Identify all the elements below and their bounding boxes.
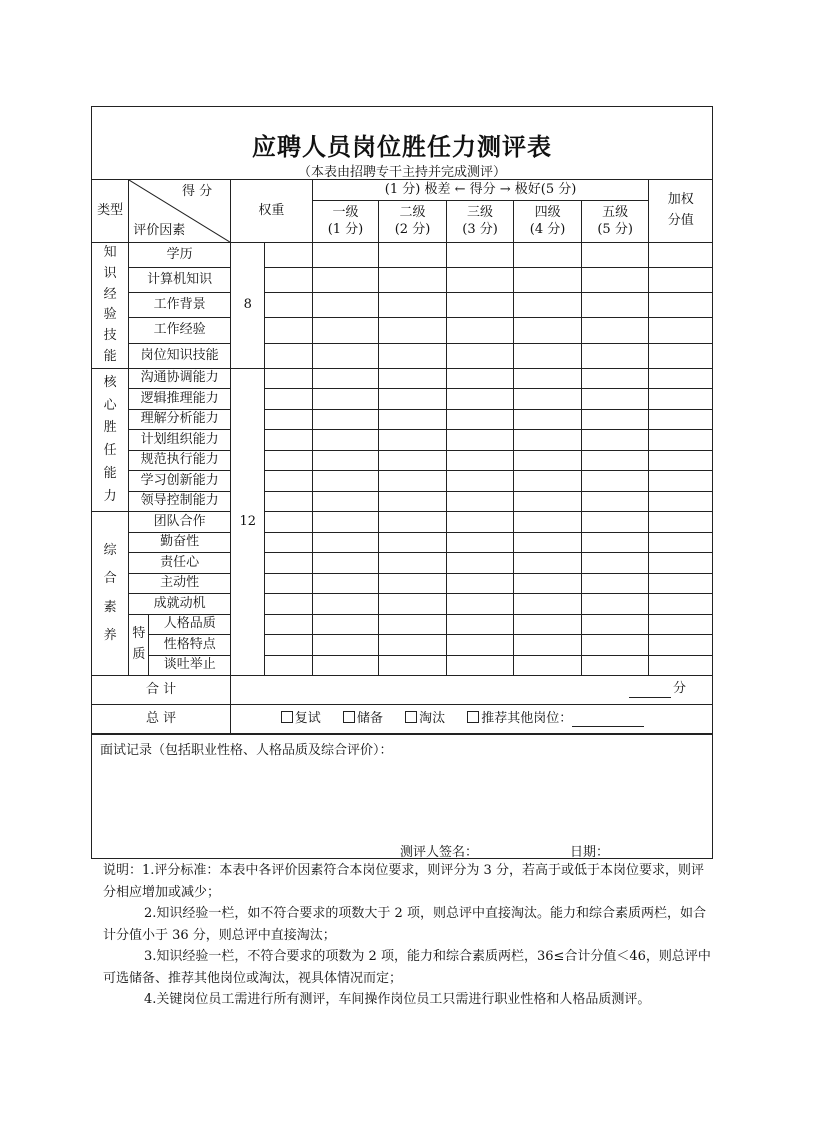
record-label: 面试记录（包括职业性格、人格品质及综合评价）： — [100, 743, 393, 758]
note-2: 2.知识经验一栏，如不符合要求的项数大于 2 项，则总评中直接淘汰。能力和综合素质两栏，如合计分值小于 36 分，则总评中直接淘汰； — [103, 906, 706, 943]
score-cell[interactable] — [379, 635, 447, 656]
checkbox[interactable] — [343, 711, 355, 723]
score-header: 得 分 — [181, 184, 213, 199]
score-cell[interactable] — [446, 614, 514, 635]
score-cell[interactable] — [312, 343, 379, 368]
score-cell[interactable] — [446, 594, 514, 615]
score-cell[interactable] — [581, 471, 649, 492]
score-cell[interactable] — [514, 532, 582, 553]
level-1-header: 一级 (1 分) — [312, 201, 379, 243]
checkbox[interactable] — [281, 711, 293, 723]
factor-label: 勤奋性 — [129, 532, 231, 553]
score-cell[interactable] — [379, 573, 447, 594]
score-cell[interactable] — [581, 491, 649, 512]
level-5-header: 五级 (5 分) — [581, 201, 649, 243]
score-cell[interactable] — [649, 293, 713, 318]
score-cell[interactable] — [446, 318, 514, 343]
interview-record[interactable] — [92, 734, 712, 858]
score-cell[interactable] — [265, 268, 312, 293]
factor-label: 沟通协调能力 — [129, 368, 231, 389]
score-cell[interactable] — [379, 594, 447, 615]
score-cell[interactable] — [446, 389, 514, 410]
score-cell[interactable] — [265, 532, 312, 553]
option-reject[interactable]: 淘汰 — [405, 711, 445, 726]
score-cell[interactable] — [265, 594, 312, 615]
score-cell[interactable] — [265, 243, 312, 268]
score-cell[interactable] — [446, 268, 514, 293]
score-cell[interactable] — [379, 368, 447, 389]
type-header: 类型 — [92, 180, 129, 243]
score-cell[interactable] — [581, 268, 649, 293]
note-1: 说明：1.评分标准：本表中各评价因素符合本岗位要求，则评分为 3 分，若高于或低于本岗位要求，则评分相应增加或减少； — [103, 863, 704, 900]
score-cell[interactable] — [581, 409, 649, 430]
score-cell[interactable] — [265, 553, 312, 574]
group-composite-label: 综合素养 — [92, 512, 129, 676]
checkbox[interactable] — [467, 711, 479, 723]
score-cell[interactable] — [446, 655, 514, 676]
score-cell[interactable] — [649, 655, 713, 676]
total-unit: 分 — [672, 681, 686, 697]
level-3-header: 三级 (3 分) — [446, 201, 514, 243]
score-cell[interactable] — [446, 430, 514, 451]
score-cell[interactable] — [265, 293, 312, 318]
evaluation-label: 总 评 — [92, 705, 231, 734]
factor-label: 学习创新能力 — [129, 471, 231, 492]
score-cell[interactable] — [514, 268, 582, 293]
score-cell[interactable] — [446, 635, 514, 656]
score-cell[interactable] — [265, 368, 312, 389]
score-cell[interactable] — [514, 389, 582, 410]
total-label: 合 计 — [92, 676, 231, 705]
signer-label: 测评人签名： — [400, 845, 479, 860]
score-cell[interactable] — [514, 343, 582, 368]
level-4-header: 四级 (4 分) — [514, 201, 582, 243]
score-cell[interactable] — [514, 512, 582, 533]
score-cell[interactable] — [312, 614, 379, 635]
score-cell[interactable] — [649, 318, 713, 343]
other-position-blank[interactable] — [572, 712, 644, 727]
group-knowledge-label: 知识经验技能 — [92, 243, 129, 369]
factor-header: 评价因素 — [133, 222, 186, 238]
score-cell[interactable] — [514, 471, 582, 492]
score-cell[interactable] — [446, 243, 514, 268]
total-score-blank[interactable] — [629, 685, 671, 698]
score-cell[interactable] — [649, 553, 713, 574]
score-cell[interactable] — [514, 450, 582, 471]
score-cell[interactable] — [265, 389, 312, 410]
factor-label: 工作背景 — [129, 293, 231, 318]
score-cell[interactable] — [312, 655, 379, 676]
score-cell[interactable] — [514, 243, 582, 268]
score-cell[interactable] — [265, 471, 312, 492]
note-4: 4.关键岗位员工需进行所有测评，车间操作岗位员工只需进行职业性格和人格品质测评。 — [144, 992, 651, 1007]
score-cell[interactable] — [312, 243, 379, 268]
score-cell[interactable] — [514, 635, 582, 656]
score-cell[interactable] — [581, 635, 649, 656]
factor-label: 理解分析能力 — [129, 409, 231, 430]
score-cell[interactable] — [379, 409, 447, 430]
notes — [103, 860, 711, 1011]
score-cell[interactable] — [379, 532, 447, 553]
score-cell[interactable] — [446, 450, 514, 471]
score-cell[interactable] — [514, 368, 582, 389]
score-cell[interactable] — [514, 430, 582, 451]
score-cell[interactable] — [514, 614, 582, 635]
score-cell[interactable] — [446, 512, 514, 533]
score-cell[interactable] — [649, 532, 713, 553]
factor-label: 岗位知识技能 — [129, 343, 231, 368]
score-cell[interactable] — [581, 450, 649, 471]
score-cell[interactable] — [581, 655, 649, 676]
score-cell[interactable] — [581, 614, 649, 635]
score-cell[interactable] — [265, 409, 312, 430]
score-cell[interactable] — [649, 409, 713, 430]
score-cell[interactable] — [379, 343, 447, 368]
score-cell[interactable] — [312, 532, 379, 553]
score-cell[interactable] — [446, 532, 514, 553]
factor-label: 领导控制能力 — [129, 491, 231, 512]
factor-label: 成就动机 — [129, 594, 231, 615]
score-cell[interactable] — [265, 430, 312, 451]
date-label: 日期： — [570, 845, 610, 860]
score-cell[interactable] — [581, 430, 649, 451]
factor-label: 规范执行能力 — [129, 450, 231, 471]
score-cell[interactable] — [265, 655, 312, 676]
score-cell[interactable] — [312, 594, 379, 615]
factor-label: 学历 — [129, 243, 231, 268]
score-cell[interactable] — [581, 243, 649, 268]
option-recommend-other[interactable]: 推荐其他岗位： — [467, 711, 644, 726]
score-cell[interactable] — [649, 368, 713, 389]
score-cell[interactable] — [379, 293, 447, 318]
score-cell[interactable] — [581, 343, 649, 368]
score-cell[interactable] — [649, 573, 713, 594]
score-cell[interactable] — [379, 491, 447, 512]
score-cell[interactable] — [514, 293, 582, 318]
factor-label: 责任心 — [129, 553, 231, 574]
score-cell[interactable] — [514, 491, 582, 512]
score-cell[interactable] — [649, 268, 713, 293]
score-cell[interactable] — [312, 409, 379, 430]
score-cell[interactable] — [446, 409, 514, 430]
score-cell[interactable] — [514, 409, 582, 430]
score-cell[interactable] — [265, 491, 312, 512]
score-cell[interactable] — [514, 553, 582, 574]
score-cell[interactable] — [312, 450, 379, 471]
scale-header: (1 分) 极差 ← 得分 → 极好(5 分) — [312, 180, 649, 201]
score-cell[interactable] — [379, 318, 447, 343]
group-core-label: 核心胜任能力 — [92, 368, 129, 512]
score-cell[interactable] — [649, 491, 713, 512]
score-cell[interactable] — [265, 614, 312, 635]
factor-label: 工作经验 — [129, 318, 231, 343]
score-cell[interactable] — [649, 450, 713, 471]
score-cell[interactable] — [649, 389, 713, 410]
weighted-score-header: 加权分值 — [649, 180, 713, 243]
score-cell[interactable] — [514, 594, 582, 615]
weight-value: 12 — [231, 368, 265, 676]
score-cell[interactable] — [514, 318, 582, 343]
factor-label: 计划组织能力 — [129, 430, 231, 451]
score-cell[interactable] — [312, 491, 379, 512]
page-subtitle: （本表由招聘专干主持并完成测评） — [297, 165, 506, 180]
score-cell[interactable] — [379, 243, 447, 268]
level-2-header: 二级 (2 分) — [379, 201, 447, 243]
score-cell[interactable] — [265, 573, 312, 594]
score-cell[interactable] — [312, 268, 379, 293]
score-cell[interactable] — [581, 293, 649, 318]
score-cell[interactable] — [379, 450, 447, 471]
score-cell[interactable] — [514, 655, 582, 676]
score-cell[interactable] — [581, 368, 649, 389]
score-cell[interactable] — [312, 553, 379, 574]
score-cell[interactable] — [446, 471, 514, 492]
factor-label: 性格特点 — [149, 635, 231, 656]
score-cell[interactable] — [581, 389, 649, 410]
score-cell[interactable] — [581, 318, 649, 343]
score-cell[interactable] — [312, 430, 379, 451]
diagonal-header — [129, 180, 231, 243]
score-cell[interactable] — [312, 389, 379, 410]
score-cell[interactable] — [649, 614, 713, 635]
factor-label: 主动性 — [129, 573, 231, 594]
score-cell[interactable] — [379, 430, 447, 451]
score-cell[interactable] — [649, 430, 713, 451]
page-title: 应聘人员岗位胜任力测评表 — [252, 133, 552, 161]
score-cell[interactable] — [649, 471, 713, 492]
score-cell[interactable] — [581, 594, 649, 615]
score-cell[interactable] — [581, 532, 649, 553]
note-3: 3.知识经验一栏，不符合要求的项数为 2 项，能力和综合素质两栏，36≤合计分值＜46，则总评中可选储备、推荐其他岗位或淘汰，视具体情况而定； — [103, 949, 711, 986]
special-trait-label: 特质 — [129, 614, 149, 676]
score-cell[interactable] — [265, 635, 312, 656]
factor-label: 人格品质 — [149, 614, 231, 635]
score-cell[interactable] — [649, 512, 713, 533]
score-cell[interactable] — [581, 512, 649, 533]
score-cell[interactable] — [649, 594, 713, 615]
evaluation-options — [231, 705, 713, 734]
score-cell[interactable] — [581, 553, 649, 574]
weight-header: 权重 — [231, 180, 313, 243]
score-cell[interactable] — [446, 573, 514, 594]
score-cell[interactable] — [265, 318, 312, 343]
score-cell[interactable] — [312, 635, 379, 656]
score-cell[interactable] — [312, 368, 379, 389]
score-cell[interactable] — [446, 368, 514, 389]
score-cell[interactable] — [379, 268, 447, 293]
score-cell[interactable] — [379, 471, 447, 492]
score-cell[interactable] — [649, 635, 713, 656]
score-cell[interactable] — [514, 573, 582, 594]
score-cell[interactable] — [446, 343, 514, 368]
score-cell[interactable] — [312, 512, 379, 533]
score-cell[interactable] — [446, 553, 514, 574]
score-cell[interactable] — [379, 614, 447, 635]
checkbox[interactable] — [405, 711, 417, 723]
score-cell[interactable] — [312, 293, 379, 318]
score-cell[interactable] — [581, 573, 649, 594]
score-cell[interactable] — [265, 512, 312, 533]
score-cell[interactable] — [379, 553, 447, 574]
factor-label: 计算机知识 — [129, 268, 231, 293]
factor-label: 谈吐举止 — [149, 655, 231, 676]
option-retest[interactable]: 复试 — [281, 711, 321, 726]
factor-label: 逻辑推理能力 — [129, 389, 231, 410]
weight-value: 8 — [231, 243, 265, 369]
score-cell[interactable] — [265, 450, 312, 471]
factor-label: 团队合作 — [129, 512, 231, 533]
score-cell[interactable] — [312, 573, 379, 594]
evaluation-form — [91, 106, 713, 859]
score-cell[interactable] — [446, 293, 514, 318]
score-cell[interactable] — [379, 655, 447, 676]
score-cell[interactable] — [312, 318, 379, 343]
score-cell[interactable] — [649, 343, 713, 368]
score-cell[interactable] — [649, 243, 713, 268]
score-cell[interactable] — [446, 491, 514, 512]
option-reserve[interactable]: 储备 — [343, 711, 383, 726]
score-cell[interactable] — [265, 343, 312, 368]
score-cell[interactable] — [312, 471, 379, 492]
score-cell[interactable] — [379, 512, 447, 533]
total-score-cell[interactable] — [231, 676, 713, 705]
score-table — [91, 179, 713, 734]
score-cell[interactable] — [379, 389, 447, 410]
